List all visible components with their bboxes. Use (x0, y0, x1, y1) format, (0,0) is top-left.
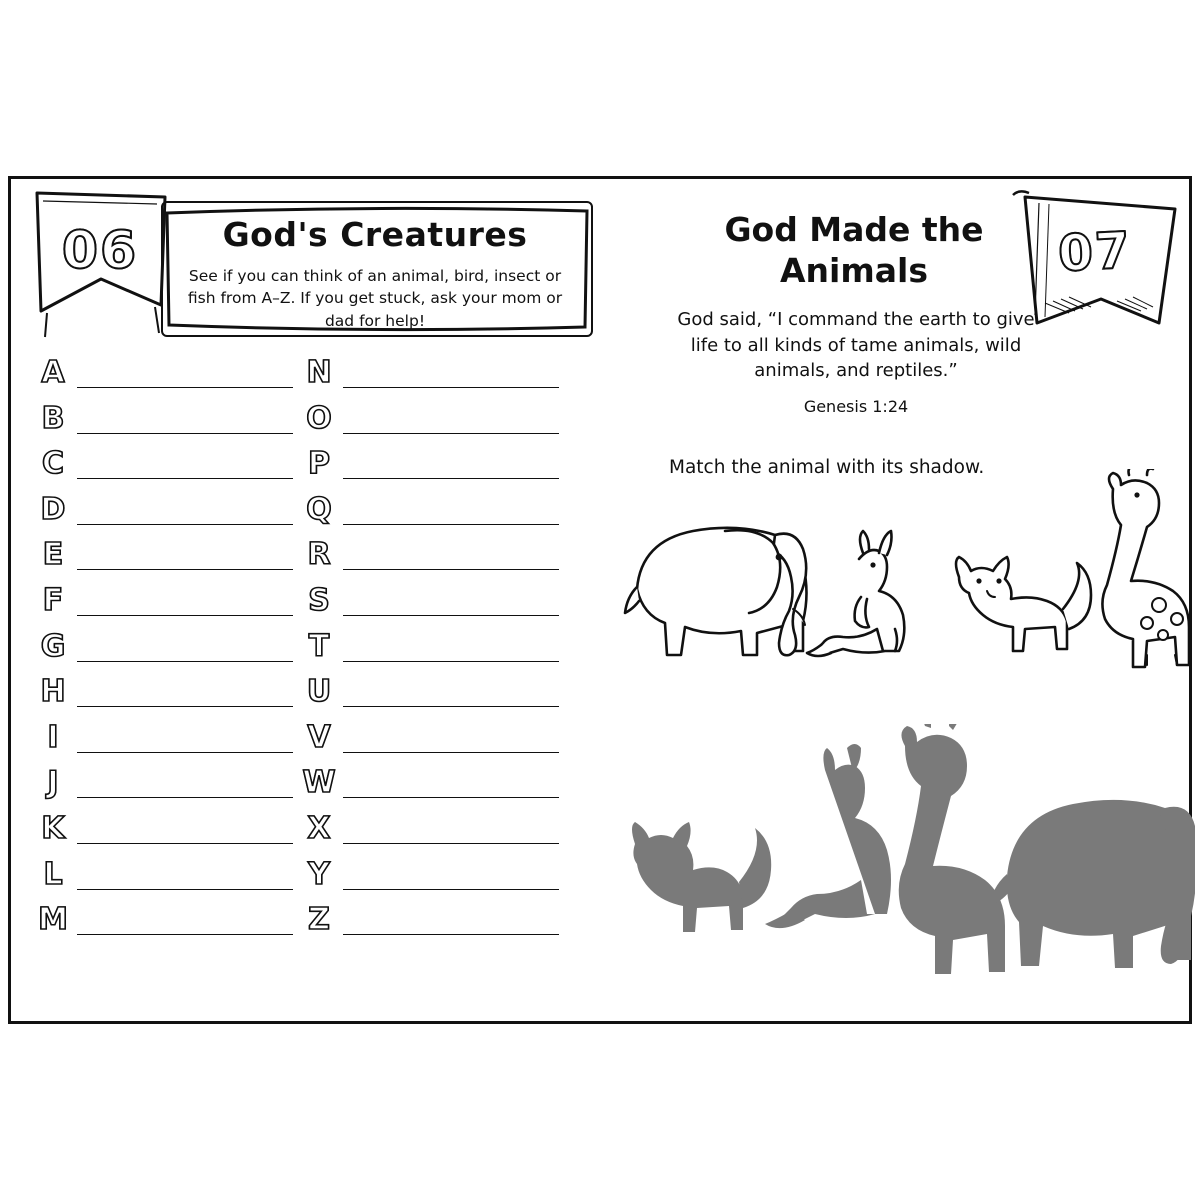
alphabet-letter: S (308, 582, 330, 618)
answer-line[interactable] (77, 569, 293, 570)
alphabet-row[interactable] (33, 719, 301, 768)
alphabet-row[interactable] (299, 904, 567, 950)
answer-line[interactable] (343, 843, 559, 844)
alphabet-row[interactable] (299, 628, 567, 677)
alphabet-row[interactable] (33, 582, 301, 631)
answer-line[interactable] (77, 843, 293, 844)
alphabet-row[interactable] (299, 539, 567, 585)
page-title-left: God's Creatures (222, 215, 528, 254)
answer-line[interactable] (77, 752, 293, 753)
fox-outline-icon[interactable] (956, 557, 1091, 651)
answer-line[interactable] (343, 706, 559, 707)
answer-line[interactable] (77, 387, 293, 388)
alphabet-row[interactable] (33, 400, 301, 449)
left-title-plaque (161, 201, 589, 333)
bible-verse-text: God said, “I command the earth to give life to all kinds of tame animals, wild animals, and reptiles.” (677, 309, 1035, 382)
alphabet-letter: E (42, 537, 64, 573)
left-instructions: See if you can think of an animal, bird, insect or fish from A–Z. If you get stuck, ask your mom or dad for help! (187, 267, 563, 330)
answer-line[interactable] (77, 889, 293, 890)
alphabet-letter: L (43, 856, 63, 892)
alphabet-column-a-m (33, 357, 301, 950)
answer-line[interactable] (77, 706, 293, 707)
answer-line[interactable] (343, 797, 559, 798)
match-instruction: Match the animal with its shadow. (669, 457, 985, 478)
alphabet-row[interactable] (33, 676, 301, 722)
alphabet-row[interactable] (299, 810, 567, 859)
alphabet-letter: W (302, 765, 336, 801)
elephant-outline-icon[interactable] (625, 528, 807, 655)
alphabet-row[interactable] (299, 767, 567, 813)
shadow-animals-row (609, 724, 1195, 989)
alphabet-letter: N (306, 355, 332, 390)
answer-line[interactable] (343, 661, 559, 662)
answer-line[interactable] (77, 934, 293, 935)
page-title-right: God Made the Animals (724, 210, 984, 291)
giraffe-shadow-icon[interactable] (899, 724, 1005, 974)
alphabet-row[interactable] (33, 448, 301, 494)
alphabet-row[interactable] (299, 856, 567, 905)
alphabet-row[interactable] (33, 904, 301, 950)
answer-line[interactable] (343, 615, 559, 616)
alphabet-row[interactable] (33, 856, 301, 905)
outline-animals-row (607, 469, 1197, 699)
alphabet-letter: B (41, 400, 65, 436)
alphabet-letter: D (40, 491, 66, 527)
alphabet-row[interactable] (33, 491, 301, 540)
answer-line[interactable] (343, 889, 559, 890)
alphabet-letter: O (306, 400, 332, 436)
kangaroo-shadow-icon[interactable] (765, 744, 891, 928)
alphabet-row[interactable] (299, 676, 567, 722)
kangaroo-outline-icon[interactable] (807, 531, 904, 656)
answer-line[interactable] (77, 615, 293, 616)
alphabet-letter: H (40, 674, 66, 710)
answer-line[interactable] (77, 524, 293, 525)
alphabet-letter: V (307, 719, 331, 755)
alphabet-row[interactable] (33, 628, 301, 677)
alphabet-letter: J (47, 765, 59, 801)
bible-verse-reference: Genesis 1:24 (803, 397, 909, 416)
alphabet-letter: I (47, 719, 59, 755)
fox-shadow-icon[interactable] (632, 822, 771, 932)
alphabet-letter: T (308, 628, 330, 664)
alphabet-column-n-z (299, 357, 567, 950)
answer-line[interactable] (343, 934, 559, 935)
alphabet-letter: Q (306, 491, 332, 527)
alphabet-row[interactable] (299, 491, 567, 540)
left-page (11, 179, 599, 1021)
alphabet-row[interactable] (33, 539, 301, 585)
badge-banner-06 (25, 187, 175, 352)
giraffe-outline-icon[interactable] (1102, 469, 1189, 667)
badge-number-right: 07 (1056, 221, 1134, 283)
alphabet-letter: Y (308, 856, 330, 892)
alphabet-row[interactable] (33, 357, 301, 403)
alphabet-row[interactable] (33, 767, 301, 813)
answer-line[interactable] (77, 661, 293, 662)
alphabet-letter: C (41, 446, 65, 482)
activity-page-frame (8, 176, 1192, 1024)
alphabet-row[interactable] (299, 357, 567, 403)
answer-line[interactable] (77, 797, 293, 798)
answer-line[interactable] (343, 524, 559, 525)
alphabet-letter: A (41, 355, 65, 390)
answer-line[interactable] (343, 478, 559, 479)
alphabet-row[interactable] (299, 582, 567, 631)
alphabet-letter: K (41, 810, 65, 846)
alphabet-row[interactable] (299, 719, 567, 768)
badge-banner-07 (1005, 183, 1185, 353)
alphabet-letter: G (40, 628, 66, 664)
answer-line[interactable] (343, 387, 559, 388)
alphabet-row[interactable] (299, 400, 567, 449)
elephant-shadow-icon[interactable] (989, 800, 1195, 968)
answer-line[interactable] (77, 478, 293, 479)
alphabet-letter: U (306, 674, 332, 710)
answer-line[interactable] (77, 433, 293, 434)
badge-number-left: 06 (61, 221, 139, 281)
right-page (599, 179, 1195, 1021)
answer-line[interactable] (343, 569, 559, 570)
alphabet-letter: M (38, 902, 68, 938)
alphabet-letter: F (42, 582, 64, 618)
alphabet-letter: X (307, 810, 331, 846)
alphabet-letter: P (308, 446, 330, 482)
alphabet-row[interactable] (33, 810, 301, 859)
alphabet-letter: Z (308, 902, 330, 938)
alphabet-row[interactable] (299, 448, 567, 494)
two-page-spread (11, 179, 1189, 1021)
alphabet-letter: R (307, 537, 331, 573)
answer-line[interactable] (343, 433, 559, 434)
answer-line[interactable] (343, 752, 559, 753)
